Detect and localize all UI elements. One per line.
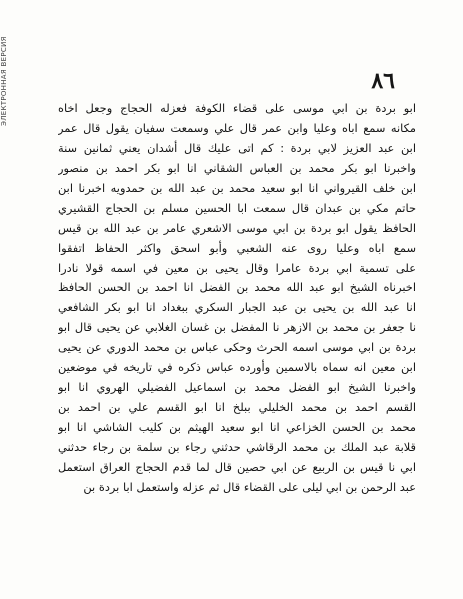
text-line: ابن عبد العزيز لابي بردة : كم اتى عليك قال أشدان يعني ثمانين سنة — [58, 140, 416, 155]
body-text — [58, 99, 416, 498]
text-line: مكانه سمع اباه وعليا وابن عمر قال علي وسمعت سفيان يقول قال عمر — [58, 120, 416, 135]
text-line: نا جعفر بن محمد بن الازهر نا المفضل بن غسان الغلابي عن يحيى قال ابو — [58, 320, 416, 335]
text-line: ابن خلف القيرواني انا ابو سعيد محمد بن عبد الله بن حمدويه اخبرنا ابن — [58, 180, 416, 195]
text-line: واخبرنا الشيخ ابو الفضل محمد بن اسماعيل الفضيلي الهروي انا ابو — [58, 380, 416, 395]
text-line: الحافظ يقول ابو بردة بن ابي موسى الاشعري عامر بن عبد الله بن قيس — [58, 220, 416, 235]
text-line: القسم احمد بن محمد الخليلي ببلخ انا ابو القسم علي بن احمد بن — [58, 400, 416, 415]
text-line: انا عبد الله بن يحيى بن عبد الجبار السكري ببغداد انا ابو بكر الشافعي — [58, 300, 416, 315]
text-line: عبد الرحمن بن ابي ليلى على القضاء قال ثم عزله واستعمل ابا بردة بن — [83, 479, 416, 494]
text-line: ابن معين انه سماه بالاسمين وأورده عباس ذكره في تاريخه في موضعين — [58, 360, 416, 375]
side-stamp: ЭЛЕКТРОННАЯ ВЕРСИЯ — [0, 36, 8, 126]
text-line: اخبرناه الشيخ ابو عبد الله محمد بن الفضل انا احمد بن الحسن الحافظ — [58, 280, 416, 295]
text-line: محمد بن الحسن الخزاعي انا ابو سعيد الهيثم بن كليب الشاشي انا ابو — [58, 420, 416, 434]
page-number: ٨٦ — [371, 68, 395, 94]
text-line: قلابة عبد الملك بن محمد الرقاشي حدثني رجاء بن سلمة بن رجاء حدثني — [58, 439, 416, 454]
text-line: سمع اباه وعليا روى عنه الشعبي وأبو اسحق واكثر الحفاظ اتفقوا — [58, 240, 416, 255]
text-line: بردة بن ابي موسى اسمه الحرث وحكى عباس بن محمد الدوري عن يحيى — [58, 340, 416, 355]
text-line: على تسمية ابي بردة عامرا وقال يحيى بن معين في اسمه قولا نادرا — [58, 260, 416, 275]
text-line: ابو بردة بن ابي موسى على قضاء الكوفة فعزله الحجاج وجعل اخاه — [58, 101, 416, 115]
text-line: واخبرنا ابو بكر محمد بن العباس الشقاني انا ابو بكر احمد بن منصور — [58, 160, 416, 175]
text-line: حاتم مكي بن عبدان قال سمعت ابا الحسين مسلم بن الحجاج القشيري — [58, 200, 416, 215]
text-line: ابي نا قيس بن الربيع عن ابي حصين قال لما قدم الحجاج العراق استعمل — [58, 459, 416, 474]
